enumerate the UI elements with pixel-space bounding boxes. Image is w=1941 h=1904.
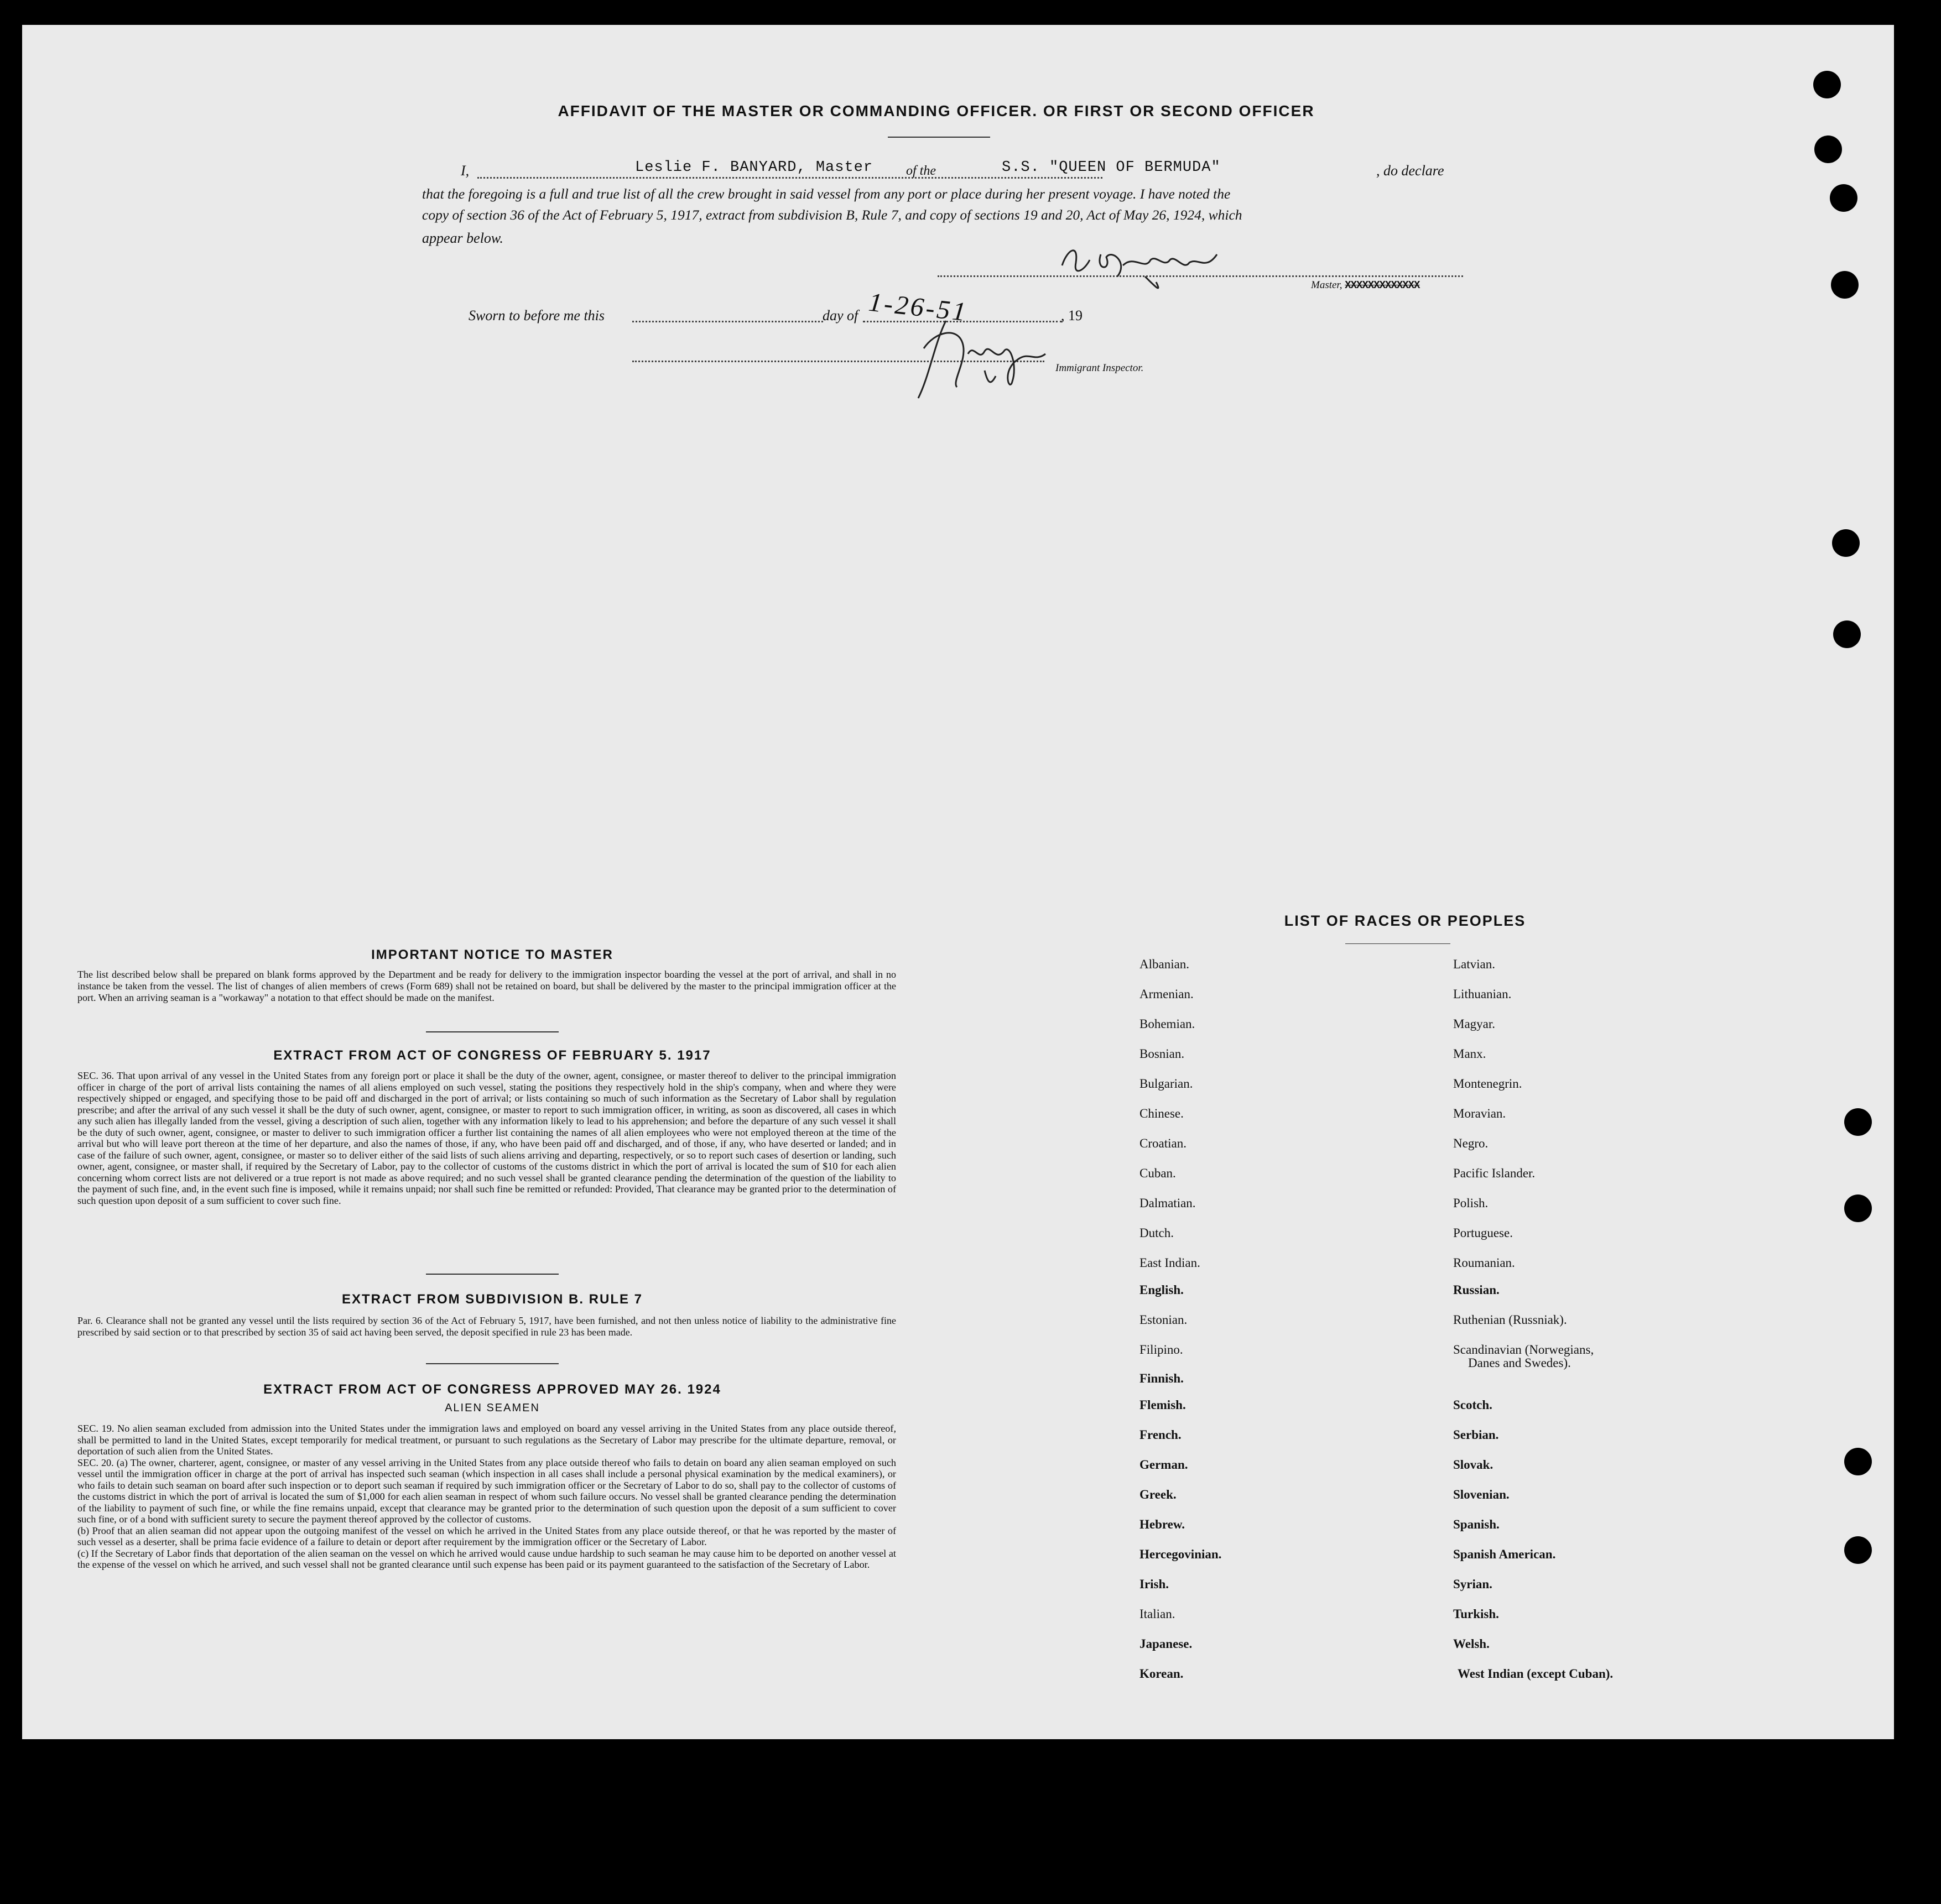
race-item: Cuban. (1139, 1166, 1176, 1180)
master-caption-label: Master, (1311, 279, 1342, 291)
punch-hole (1844, 1108, 1872, 1136)
race-item: Flemish. (1139, 1398, 1186, 1412)
race-item: Turkish. (1453, 1607, 1499, 1621)
punch-hole (1814, 135, 1842, 163)
race-item: Welsh. (1453, 1637, 1490, 1651)
race-item: Japanese. (1139, 1637, 1193, 1651)
race-item: Slovenian. (1453, 1488, 1510, 1501)
race-item: Hebrew. (1139, 1517, 1185, 1531)
race-item: Slovak. (1453, 1458, 1494, 1472)
race-item: Roumanian. (1453, 1256, 1515, 1270)
punch-hole (1844, 1536, 1872, 1564)
divider (888, 137, 990, 138)
race-item: West Indian (except Cuban). (1458, 1667, 1614, 1681)
date-handwritten: 1-26-51 (867, 287, 970, 327)
master-caption (1311, 279, 1419, 291)
race-item: Syrian. (1453, 1577, 1492, 1591)
punch-hole (1830, 184, 1857, 212)
divider (1345, 943, 1450, 944)
punch-hole (1832, 529, 1860, 557)
race-item: Bosnian. (1139, 1047, 1185, 1061)
race-item: Pacific Islander. (1453, 1166, 1536, 1180)
punch-hole (1844, 1194, 1872, 1222)
race-item: Ruthenian (Russniak). (1453, 1313, 1567, 1327)
sec20a-text: SEC. 20. (a) The owner, charterer, agent, consignee, or master of any vessel arriving in the United States from any place outside thereof who fails to detain on board any alien seaman employed on such vessel until the immigration officer in charge at the port of arrival has inspected such seaman (which inspection in all cases shall include a personal physical examination by the medical examiners), or who fails to detain such seaman on board after such inspection or to deport such seaman if required by such immigration officer or the Secretary of Labor to do so, shall pay to the collector of customs of the customs district in which the port of arrival is located the sum of $1,000 for each alien seaman in respect of whom such failure occurs. No vessel shall be granted clearance pending the determination of the liability to payment of such fine, or while the fine remains unpaid, except that clearance may be granted prior to the determination of such question upon the deposit of a sum sufficient to cover such fine, or of a bond with sufficient surety to secure the payment thereof approved by the collector of customs. (77, 1457, 896, 1525)
notice-text: The list described below shall be prepared on blank forms approved by the Department and be ready for delivery to the immigration inspector boarding the vessel at the port of arrival, and shall in no instance be taken from the vessel. The list of changes of alien members of crews (Form 689) shall not be retained on board, but shall be delivered by the master to the principal immigration officer at the port. When an arriving seaman is a "workaway" a notation to that effect should be made on the manifest. (77, 969, 896, 1003)
race-item: Polish. (1453, 1196, 1489, 1210)
race-item: Montenegrin. (1453, 1077, 1522, 1091)
extract-1924-subtitle: ALIEN SEAMEN (445, 1402, 540, 1414)
race-item: Italian. (1139, 1607, 1175, 1621)
race-item: Serbian. (1453, 1428, 1499, 1442)
affidavit-title: AFFIDAVIT OF THE MASTER OR COMMANDING OFFICER. OR FIRST OR SECOND OFFICER (558, 102, 1315, 119)
extract-1917-text: SEC. 36. That upon arrival of any vessel in the United States from any foreign port or place it shall be the duty of the owner, agent, consignee, or master thereof to deliver to the principal immigration officer in charge of the port of arrival lists containing the names of all aliens employed on such vessel, stating the positions they respectively hold in the ship's company, when and where they were respectively shipped or engaged, and specifying those to be paid off and discharged in the port of arrival; or lists containing so much of such information as the Secretary of Labor shall by regulation prescribe; and after the arrival of any such vessel it shall be the duty of such owner, agent, consignee, or master to report to such immigration officer, in writing, as soon as discovered, all cases in which any such alien has illegally landed from the vessel, giving a description of such alien, together with any information likely to lead to his apprehension; and before the departure of any such vessel it shall be the duty of such owner, agent, consignee, or master to deliver to such immigration officer a further list containing the names of all alien employees who were not employed thereon at the time of the arrival but who will leave port thereon at the time of her departure, and also the names of those, if any, who have been paid off and discharged, and of those, if any, who have deserted or landed; and in case of the failure of such owner, agent, consignee, or master so to deliver either of the said lists of such aliens arriving and departing, respectively, or so to report such cases of desertion or landing, such owner, agent, consignee, or master shall, if required by the Secretary of Labor, pay to the collector of customs of the customs district in which the port of arrival is located the sum of $10 for each alien concerning whom correct lists are not delivered or a true report is not made as above required; and no such vessel shall be granted clearance pending the determination of the question of the liability to the payment of such fine, and, in the event such fine is imposed, while it remains unpaid; nor shall such fine be remitted or refunded: Provided, That clearance may be granted prior to the determination of such question upon deposit of a sum sufficient to cover such fine. (77, 1070, 896, 1206)
race-item: Spanish American. (1453, 1547, 1556, 1561)
race-item: Chinese. (1139, 1107, 1184, 1120)
year-label: , 19 (1061, 307, 1083, 324)
punch-hole (1833, 620, 1861, 648)
race-item: Dalmatian. (1139, 1196, 1196, 1210)
race-item: French. (1139, 1428, 1182, 1442)
race-item: Scandinavian (Norwegians, (1453, 1343, 1594, 1357)
races-title: LIST OF RACES OR PEOPLES (1284, 912, 1526, 929)
race-item: Spanish. (1453, 1517, 1500, 1531)
affidavit-i: I, (461, 163, 470, 179)
sec20c-text: (c) If the Secretary of Labor finds that deportation of the alien seaman on the vessel on which he arrived would cause undue hardship to such seaman he may cause him to be deported on another vessel at the expense of the vessel on which he arrived, and such vessel shall not be granted clearance until such expense has been paid or its payment guaranteed to the satisfaction of the Secretary of Labor. (77, 1547, 896, 1570)
affidavit-line-3: copy of section 36 of the Act of February 5, 1917, extract from subdivision B, Rule 7, and copy of sections 19 and 20, Act of May 26, 1924, which (422, 207, 1242, 223)
race-item: Danes and Swedes). (1468, 1356, 1571, 1370)
race-item: Latvian. (1453, 957, 1495, 971)
race-item: East Indian. (1139, 1256, 1200, 1270)
race-item: Armenian. (1139, 987, 1194, 1001)
inspector-line (632, 361, 1044, 362)
sec20b-text: (b) Proof that an alien seaman did not appear upon the outgoing manifest of the vessel on which he arrived in the United States from any place outside thereof, or that he was reported by the master of such vessel as a deserter, shall be prima facie evidence of a failure to detain or deport after requirement by the immigration officer or the Secretary of Labor. (77, 1525, 896, 1547)
race-item: Korean. (1139, 1667, 1184, 1681)
race-item: German. (1139, 1458, 1188, 1472)
race-item: Moravian. (1453, 1107, 1506, 1120)
race-item: Lithuanian. (1453, 987, 1512, 1001)
race-item: Manx. (1453, 1047, 1486, 1061)
notice-title: IMPORTANT NOTICE TO MASTER (371, 947, 613, 962)
sec19-text: SEC. 19. No alien seaman excluded from admission into the United States under the immigration laws and employed on board any vessel arriving in the United States from any place outside thereof, shall be permitted to land in the United States, except temporarily for medical treatment, or pursuant to such regulations as the Secretary of Labor may prescribe for the ultimate departure, removal, or deportation of such alien from the United States. (77, 1423, 896, 1457)
do-declare-label: , do declare (1376, 163, 1444, 179)
race-item: Portuguese. (1453, 1226, 1513, 1240)
race-item: Dutch. (1139, 1226, 1174, 1240)
race-item: Magyar. (1453, 1017, 1496, 1031)
divider (426, 1274, 559, 1275)
struck-title: XXXXXXXXXXXXX (1345, 279, 1420, 291)
inspector-caption: Immigrant Inspector. (1055, 362, 1144, 374)
race-item: Negro. (1453, 1136, 1489, 1150)
race-item: Scotch. (1453, 1398, 1492, 1412)
dotted-line (632, 321, 823, 322)
affidavit-line-2: that the foregoing is a full and true list of all the crew brought in said vessel from any port or place during her present voyage. I have noted the (422, 186, 1231, 202)
sworn-text: Sworn to before me this (469, 307, 605, 324)
race-item: Bulgarian. (1139, 1077, 1193, 1091)
race-item: Finnish. (1139, 1371, 1184, 1385)
punch-hole (1813, 71, 1841, 98)
race-item: English. (1139, 1283, 1184, 1297)
race-item: Irish. (1139, 1577, 1169, 1591)
master-name-field: Leslie F. BANYARD, Master (635, 159, 873, 176)
divider (426, 1363, 559, 1364)
day-of-label: day of (823, 307, 858, 324)
punch-hole (1831, 271, 1859, 299)
of-the-label: of the (906, 164, 936, 178)
race-item: Bohemian. (1139, 1017, 1195, 1031)
race-item: Estonian. (1139, 1313, 1188, 1327)
rule7-title: EXTRACT FROM SUBDIVISION B. RULE 7 (341, 1292, 643, 1307)
extract-1924-body (77, 1423, 896, 1571)
extract-1917-title: EXTRACT FROM ACT OF CONGRESS OF FEBRUARY 5. 1917 (273, 1048, 711, 1063)
extract-1924-title: EXTRACT FROM ACT OF CONGRESS APPROVED MAY 26. 1924 (263, 1382, 721, 1397)
divider (426, 1031, 559, 1032)
affidavit-line-1 (461, 160, 1462, 181)
race-item: Greek. (1139, 1488, 1177, 1501)
vessel-name-field: S.S. "QUEEN OF BERMUDA" (1002, 159, 1221, 176)
race-item: Croatian. (1139, 1136, 1187, 1150)
race-item: Hercegovinian. (1139, 1547, 1222, 1561)
race-item: Albanian. (1139, 957, 1190, 971)
rule7-text: Par. 6. Clearance shall not be granted any vessel until the lists required by section 36 of the Act of February 5, 1917, have been furnished, and not then unless notice of liability to the administrative fine prescribed by said section or to that prescribed by section 35 of said act having been served, the deposit specified in rule 23 has been made. (77, 1315, 896, 1338)
signature-line (938, 275, 1463, 277)
race-item: Russian. (1453, 1283, 1500, 1297)
affidavit-line-4: appear below. (422, 230, 503, 246)
race-item: Filipino. (1139, 1343, 1183, 1357)
punch-hole (1844, 1448, 1872, 1475)
